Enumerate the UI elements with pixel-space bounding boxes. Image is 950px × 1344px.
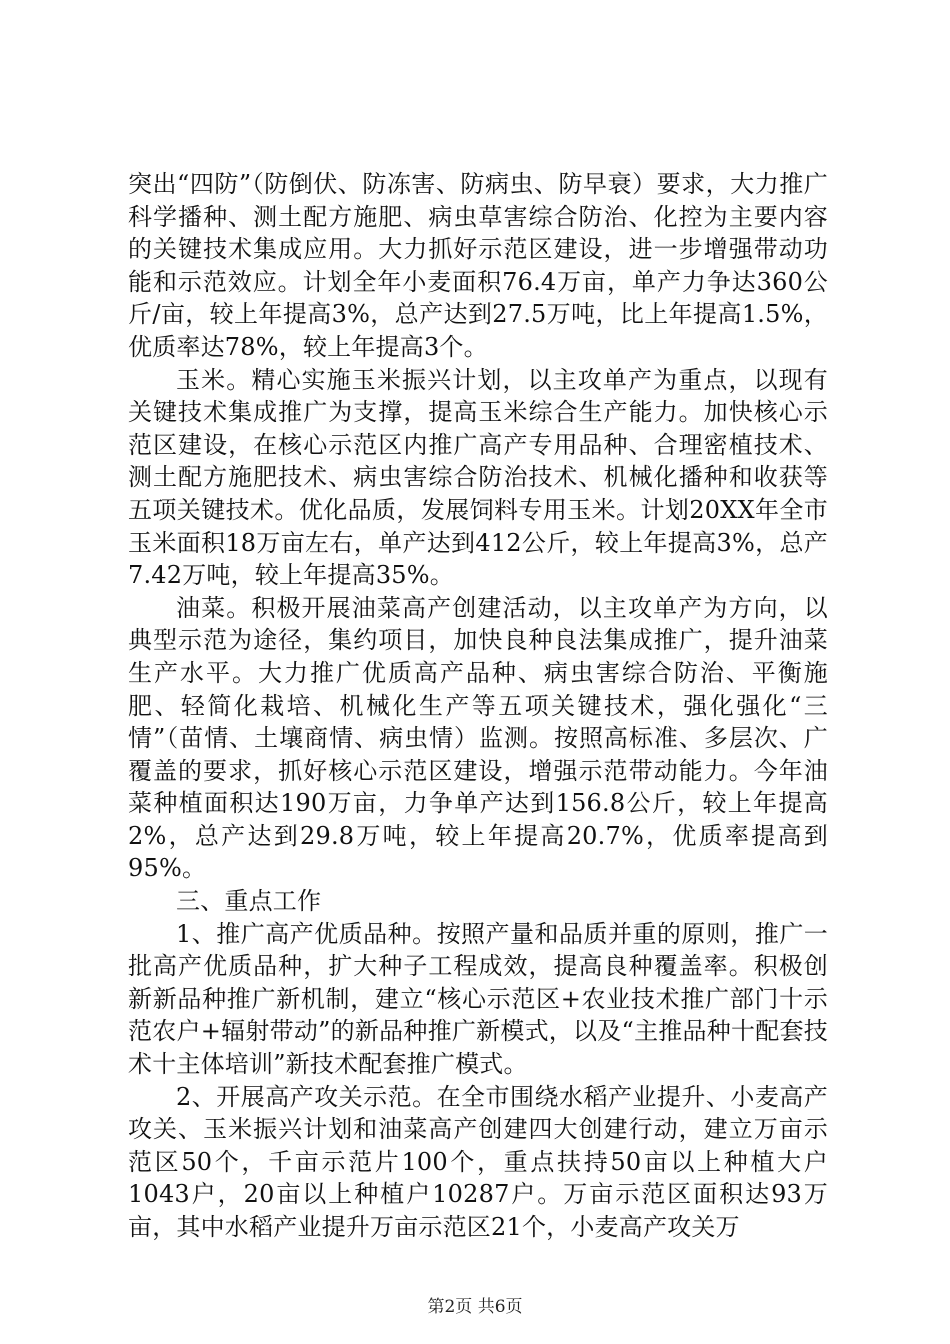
paragraph-corn: 玉米。精心实施玉米振兴计划，以主攻单产为重点，以现有关键技术集成推广为支撑，提高玉米综合生产能力。加快核心示范区建设，在核心示范区内推广高产专用品种、合理密植技术、测土配方施肥技术、病虫害综合防治技术、机械化播种和收获等五项关键技术。优化品质，发展饲料专用玉米。计划20XX年全市玉米面积18万亩左右，单产达到412公斤，较上年提高3%，总产7.42万吨，较上年提高35%。 bbox=[128, 365, 828, 590]
document-body bbox=[128, 168, 828, 1244]
section-heading-key-work: 三、重点工作 bbox=[176, 887, 322, 916]
page-number: 第2页 共6页 bbox=[427, 1297, 523, 1317]
paragraph-rapeseed: 油菜。积极开展油菜高产创建活动，以主攻单产为方向，以典型示范为途径，集约项目，加快良种良法集成推广，提升油菜生产水平。大力推广优质高产品种、病虫害综合防治、平衡施肥、轻简化栽培、机械化生产等五项关键技术，强化强化“三情”（苗情、土壤商情、病虫情）监测。按照高标准、多层次、广覆盖的要求，抓好核心示范区建设，增强示范带动能力。今年油菜种植面积达190万亩，力争单产达到156.8公斤，较上年提高2%，总产达到29.8万吨，较上年提高20.7%，优质率提高到95%。 bbox=[128, 593, 828, 883]
paragraph-item-2: 2、开展高产攻关示范。在全市围绕水稻产业提升、小麦高产攻关、玉米振兴计划和油菜高产创建四大创建行动，建立万亩示范区50个，千亩示范片100个，重点扶持50亩以上种植大户1043户，20亩以上种植户10287户。万亩示范区面积达93万亩，其中水稻产业提升万亩示范区21个，小麦高产攻关万 bbox=[128, 1082, 828, 1241]
paragraph-wheat-continuation: 突出“四防”（防倒伏、防冻害、防病虫、防早衰）要求，大力推广科学播种、测土配方施肥、病虫草害综合防治、化控为主要内容的关键技术集成应用。大力抓好示范区建设，进一步增强带动功能和示范效应。计划全年小麦面积76.4万亩，单产力争达360公斤/亩，较上年提高3%，总产达到27.5万吨，比上年提高1.5%，优质率达78%，较上年提高3个。 bbox=[128, 170, 828, 361]
page-footer bbox=[0, 1296, 950, 1318]
paragraph-item-1: 1、推广高产优质品种。按照产量和品质并重的原则，推广一批高产优质品种，扩大种子工程成效，提高良种覆盖率。积极创新新品种推广新机制，建立“核心示范区+农业技术推广部门十示范农户+辐射带动”的新品种推广新模式，以及“主推品种十配套技术十主体培训”新技术配套推广模式。 bbox=[128, 919, 828, 1079]
